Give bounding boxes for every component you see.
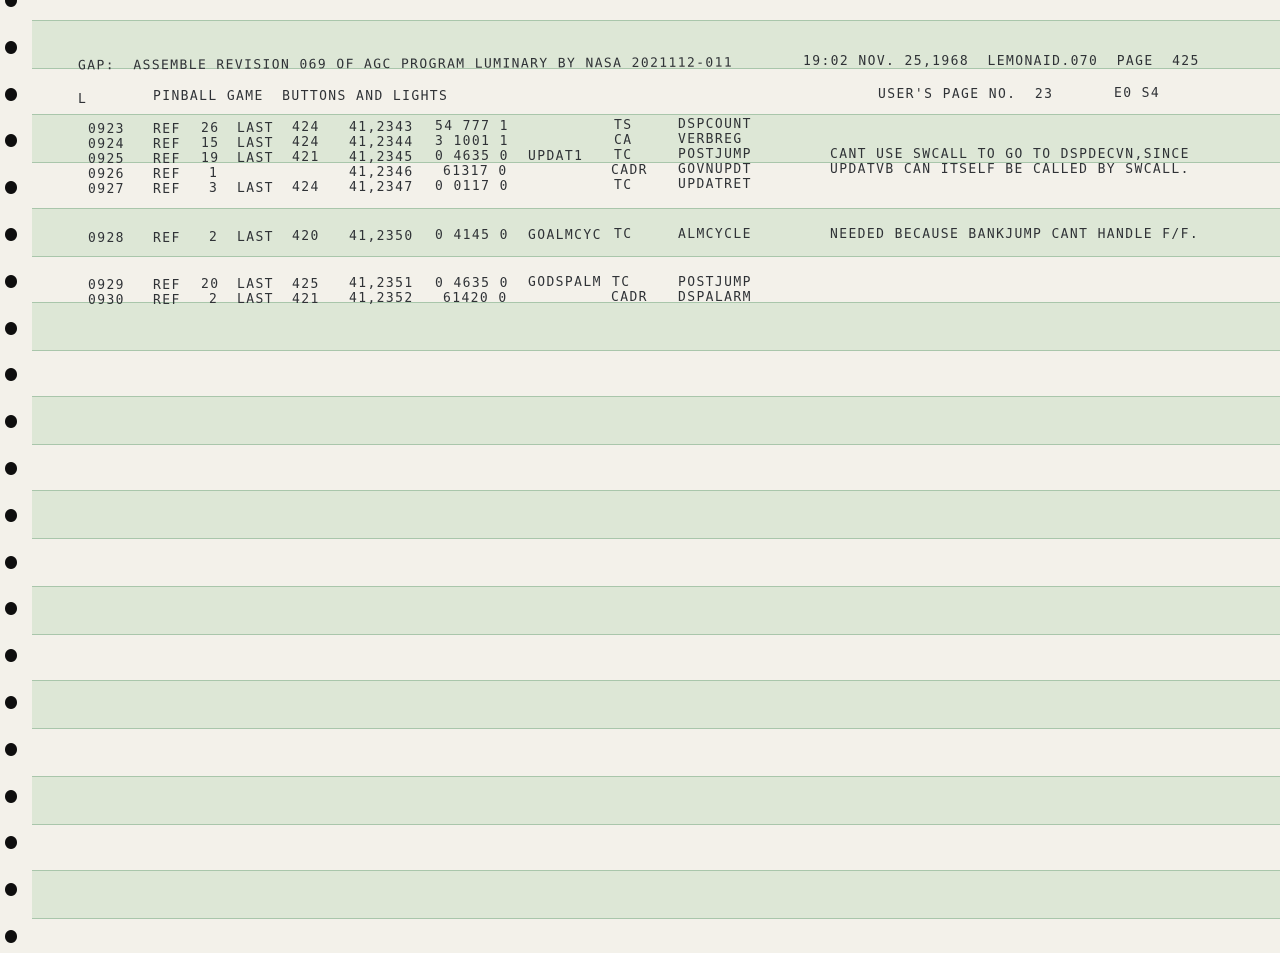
- ref-keyword: REF: [153, 122, 181, 137]
- operand: POSTJUMP: [678, 147, 752, 162]
- comment: UPDATVB CAN ITSELF BE CALLED BY SWCALL.: [830, 162, 1190, 177]
- header-timestamp-page: 19:02 NOV. 25,1968 LEMONAID.070 PAGE 425: [803, 54, 1200, 69]
- octal-word: 0 4145 0: [435, 228, 509, 243]
- address: 41,2351: [349, 276, 414, 291]
- symbol-label: UPDAT1: [528, 149, 584, 164]
- last-page: 421: [292, 292, 320, 307]
- operand: VERBREG: [678, 132, 743, 147]
- last-keyword: LAST: [237, 136, 274, 151]
- feed-hole: [5, 649, 17, 662]
- feed-hole: [5, 41, 17, 54]
- ref-keyword: REF: [153, 137, 181, 152]
- address: 41,2352: [349, 291, 414, 306]
- greenbar-band: [32, 586, 1280, 635]
- feed-hole: [5, 322, 17, 335]
- operand: UPDATRET: [678, 177, 752, 192]
- operand: DSPCOUNT: [678, 117, 752, 132]
- header-letter: L: [78, 92, 88, 107]
- ref-count: 1: [209, 166, 219, 181]
- header-assembly-line: GAP: ASSEMBLE REVISION 069 OF AGC PROGRAM LUMINARY BY NASA 2021112-011: [77, 55, 734, 74]
- opcode: CADR: [611, 163, 648, 178]
- opcode: TS: [614, 118, 633, 133]
- ref-count: 15: [201, 136, 220, 151]
- address: 41,2344: [349, 135, 414, 150]
- ref-keyword: REF: [153, 152, 181, 167]
- last-keyword: LAST: [237, 277, 274, 292]
- line-number: 0930: [88, 293, 125, 308]
- address: 41,2350: [349, 229, 414, 244]
- symbol-label: GODSPALM: [528, 275, 602, 290]
- feed-hole: [5, 462, 17, 475]
- octal-word: 61420 0: [443, 291, 508, 306]
- line-number: 0926: [88, 167, 125, 182]
- header-section-title: PINBALL GAME BUTTONS AND LIGHTS: [153, 89, 449, 104]
- feed-hole: [5, 275, 17, 288]
- feed-hole: [5, 509, 17, 522]
- line-number: 0927: [88, 182, 125, 197]
- last-keyword: LAST: [237, 230, 274, 245]
- last-page: 424: [292, 120, 320, 135]
- line-number: 0923: [88, 122, 125, 137]
- ref-count: 2: [209, 230, 219, 245]
- feed-hole: [5, 0, 17, 7]
- last-page: 425: [292, 277, 320, 292]
- feed-hole: [5, 602, 17, 615]
- octal-word: 0 4635 0: [435, 149, 509, 164]
- operand: GOVNUPDT: [678, 162, 752, 177]
- opcode: TC: [614, 227, 633, 242]
- last-page: 421: [292, 150, 320, 165]
- greenbar-band: [32, 396, 1280, 445]
- last-page: 420: [292, 229, 320, 244]
- header-user-page: USER'S PAGE NO. 23: [878, 87, 1054, 102]
- ref-count: 2: [209, 292, 219, 307]
- last-page: 424: [292, 135, 320, 150]
- last-keyword: LAST: [237, 151, 274, 166]
- address: 41,2343: [349, 120, 414, 135]
- header-code: E0 S4: [1114, 86, 1161, 101]
- symbol-label: GOALMCYC: [528, 228, 602, 243]
- ref-keyword: REF: [153, 278, 181, 293]
- comment: CANT USE SWCALL TO GO TO DSPDECVN,SINCE: [830, 147, 1190, 162]
- feed-hole: [5, 88, 17, 101]
- ref-keyword: REF: [153, 182, 181, 197]
- address: 41,2347: [349, 180, 414, 195]
- feed-hole: [5, 368, 17, 381]
- opcode: CA: [614, 133, 633, 148]
- greenbar-band: [32, 680, 1280, 729]
- line-number: 0925: [88, 152, 125, 167]
- octal-word: 3 1001 1: [435, 134, 509, 149]
- comment: NEEDED BECAUSE BANKJUMP CANT HANDLE F/F.: [830, 227, 1200, 242]
- octal-word: 61317 0: [443, 164, 508, 179]
- feed-hole: [5, 556, 17, 569]
- last-page: 424: [292, 180, 320, 195]
- line-number: 0929: [88, 278, 125, 293]
- ref-count: 19: [201, 151, 220, 166]
- greenbar-band: [32, 490, 1280, 539]
- octal-word: 54 777 1: [435, 119, 509, 134]
- feed-hole: [5, 930, 17, 943]
- feed-hole: [5, 134, 17, 147]
- feed-hole: [5, 181, 17, 194]
- feed-hole: [5, 228, 17, 241]
- last-keyword: LAST: [237, 181, 274, 196]
- feed-hole: [5, 696, 17, 709]
- ref-keyword: REF: [153, 167, 181, 182]
- opcode: CADR: [611, 290, 648, 305]
- feed-hole: [5, 790, 17, 803]
- operand: ALMCYCLE: [678, 227, 752, 242]
- greenbar-band: [32, 776, 1280, 825]
- operand: DSPALARM: [678, 290, 752, 305]
- opcode: TC: [614, 148, 633, 163]
- ref-keyword: REF: [153, 293, 181, 308]
- address: 41,2345: [349, 150, 414, 165]
- greenbar-band: [32, 870, 1280, 919]
- feed-hole: [5, 836, 17, 849]
- ref-count: 3: [209, 181, 219, 196]
- feed-hole: [5, 883, 17, 896]
- line-number: 0924: [88, 137, 125, 152]
- operand: POSTJUMP: [678, 275, 752, 290]
- last-keyword: LAST: [237, 292, 274, 307]
- line-number: 0928: [88, 231, 125, 246]
- tractor-feed-holes: [0, 0, 30, 953]
- opcode: TC: [614, 178, 633, 193]
- octal-word: 0 4635 0: [435, 276, 509, 291]
- opcode: TC: [612, 275, 631, 290]
- ref-count: 20: [201, 277, 220, 292]
- feed-hole: [5, 743, 17, 756]
- ref-count: 26: [201, 121, 220, 136]
- greenbar-band: [32, 302, 1280, 351]
- octal-word: 0 0117 0: [435, 179, 509, 194]
- address: 41,2346: [349, 165, 414, 180]
- last-keyword: LAST: [237, 121, 274, 136]
- feed-hole: [5, 415, 17, 428]
- ref-keyword: REF: [153, 231, 181, 246]
